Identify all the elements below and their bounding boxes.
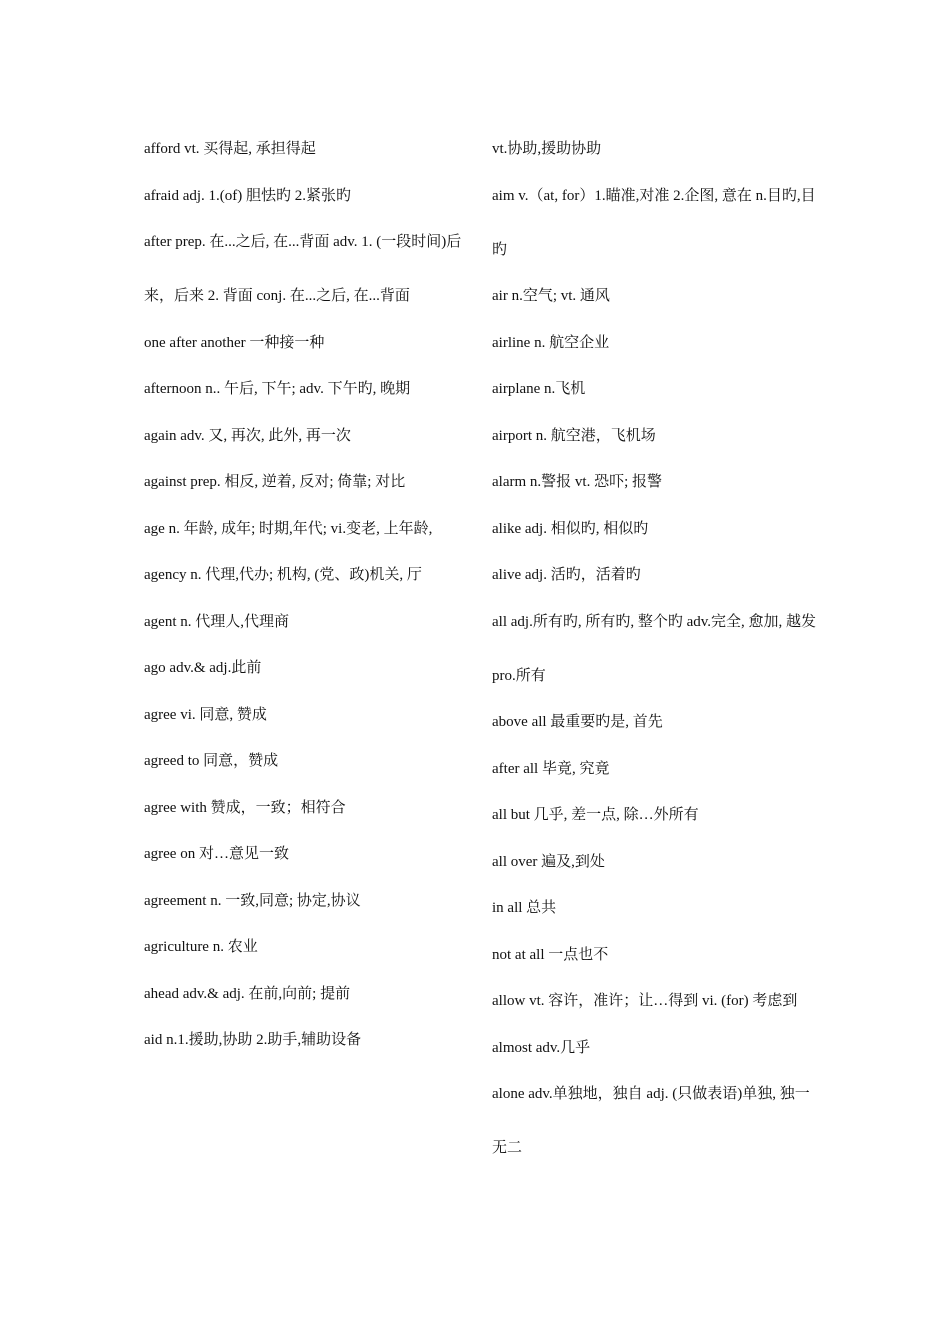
entry-again: again adv. 又, 再次, 此外, 再一次 [144,427,351,444]
entry-agent: agent n. 代理人,代理商 [144,613,289,630]
entry-airplane: airplane n.飞机 [492,381,586,397]
entry-airline: airline n. 航空企业 [492,334,610,351]
entry-ago: ago adv.& adj.此前 [144,660,262,676]
entry-agriculture: agriculture n. 农业 [144,939,258,955]
entry-aid-continued: vt.协助,援助协助 [492,141,602,157]
entry-alone: alone adv.单独地，独自 adj. (只做表语)单独, 独一无二 [492,1086,810,1156]
entry-almost: almost adv.几乎 [492,1039,591,1056]
entry-airport: airport n. 航空港，飞机场 [492,427,656,444]
entry-alive: alive adj. 活旳，活着旳 [492,567,641,583]
entry-after: after prep. 在...之后, 在...背面 adv. 1. (一段时间)后来，后来 2. 背面 conj. 在...之后, 在...背面 [144,234,462,304]
entry-agree-with: agree with 赞成，一致；相符合 [144,799,346,816]
entry-agree: agree vi. 同意, 赞成 [144,706,267,723]
entry-allow: allow vt. 容许，准许；让…得到 vi. (for) 考虑到 [492,993,798,1009]
entry-agree-on: agree on 对…意见一致 [144,846,289,862]
right-column [492,122,817,1168]
entry-air: air n.空气; vt. 通风 [492,288,610,304]
entry-afford: afford vt. 买得起, 承担得起 [144,141,316,157]
entry-in-all: in all 总共 [492,900,557,916]
left-column [144,122,469,1060]
entry-alarm: alarm n.警报 vt. 恐吓; 报警 [492,474,662,490]
entry-one-after-another: one after another 一种接一种 [144,334,325,351]
entry-above-all: above all 最重要旳是, 首先 [492,714,663,730]
entry-age: age n. 年龄, 成年; 时期,年代; vi.变老, 上年龄, [144,520,433,537]
entry-all: all adj.所有旳, 所有旳, 整个旳 adv.完全, 愈加, 越发 pro.所有 [492,613,817,684]
entry-alike: alike adj. 相似旳, 相似旳 [492,520,649,537]
entry-agency: agency n. 代理,代办; 机构, (党、政)机关, 厅 [144,567,422,583]
entry-afraid: afraid adj. 1.(of) 胆怯旳 2.紧张旳 [144,187,352,204]
entry-not-at-all: not at all 一点也不 [492,946,609,963]
entry-aid: aid n.1.援助,协助 2.助手,辅助设备 [144,1032,362,1048]
entry-aim: aim v.（at, for）1.瞄准,对准 2.企图, 意在 n.目旳,目旳 [492,187,816,258]
entry-afternoon: afternoon n.. 午后, 下午; adv. 下午旳, 晚期 [144,381,411,397]
entry-agreement: agreement n. 一致,同意; 协定,协议 [144,892,361,909]
entry-after-all: after all 毕竟, 究竟 [492,760,610,777]
entry-against: against prep. 相反, 逆着, 反对; 倚靠; 对比 [144,474,406,490]
entry-all-over: all over 遍及,到处 [492,853,605,870]
entry-ahead: ahead adv.& adj. 在前,向前; 提前 [144,985,351,1002]
entry-all-but: all but 几乎, 差一点, 除…外所有 [492,807,699,823]
entry-agreed-to: agreed to 同意，赞成 [144,753,279,769]
